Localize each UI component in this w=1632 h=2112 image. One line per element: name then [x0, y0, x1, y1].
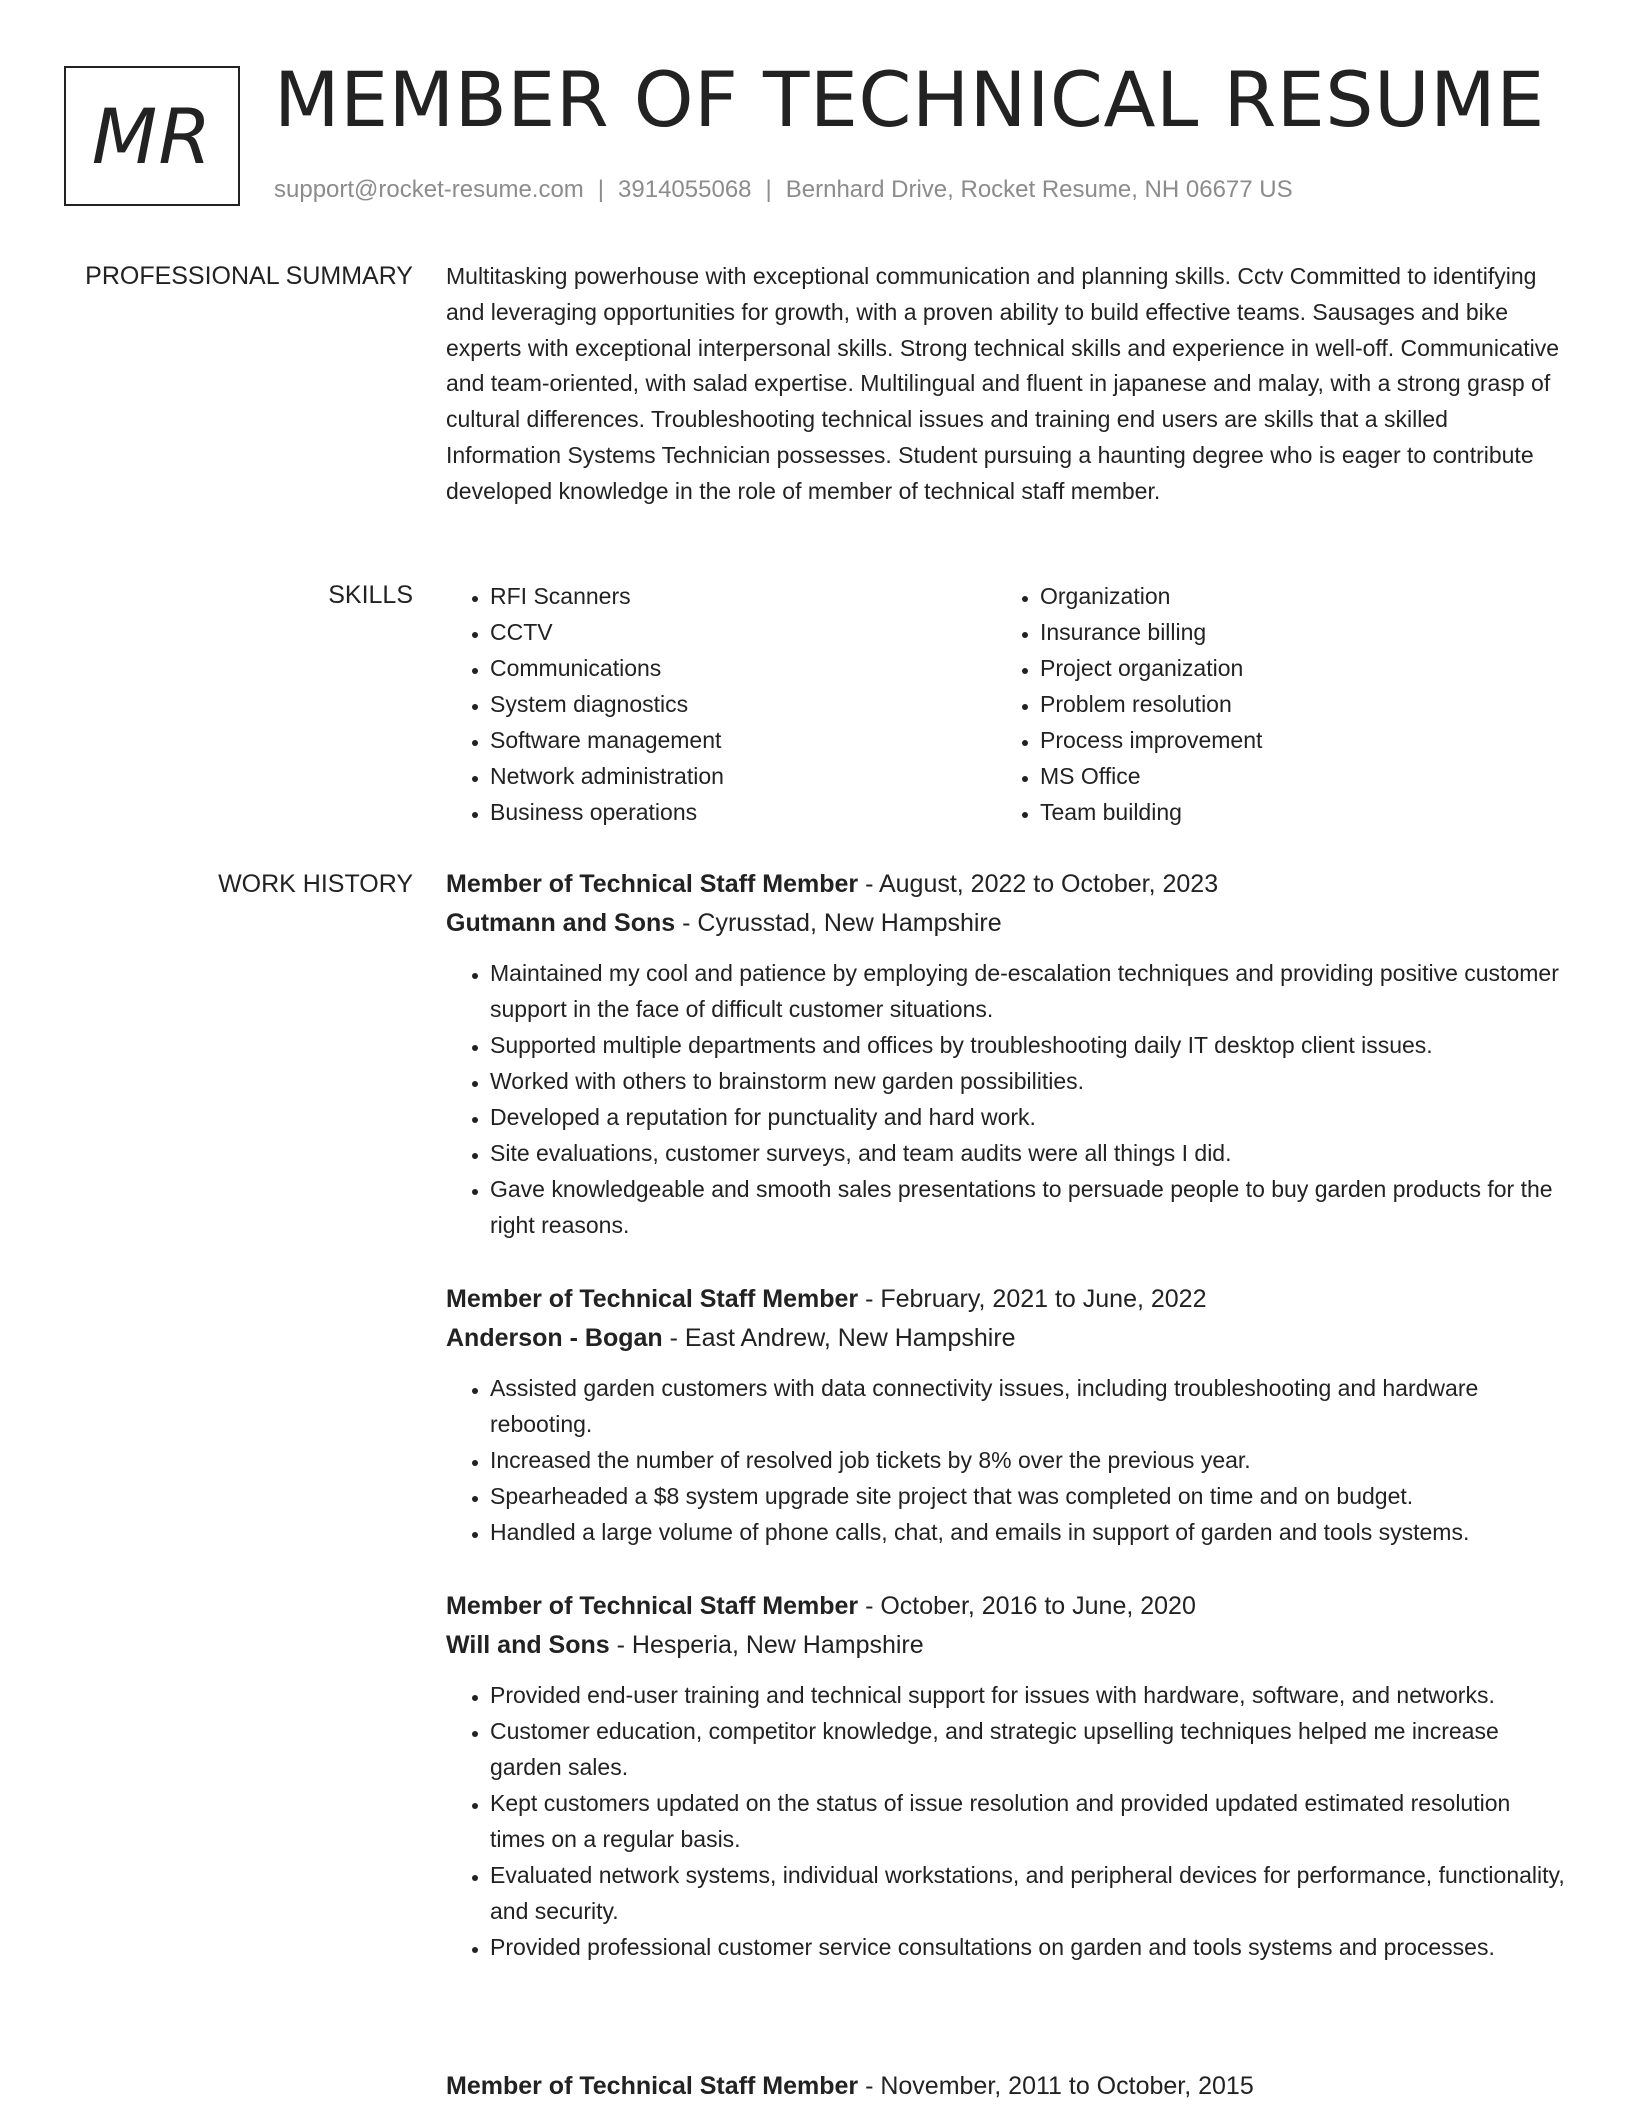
resume-title: MEMBER OF TECHNICAL RESUME: [274, 55, 1545, 144]
job-location: - East Andrew, New Hampshire: [662, 1324, 1016, 1352]
job-company-line: [446, 904, 1566, 943]
job-title: Member of Technical Staff Member: [446, 870, 859, 898]
section-heading-work-history: WORK HISTORY: [218, 870, 413, 898]
job-bullet: • Worked with others to brainstorm new garden possibilities.: [490, 1063, 1566, 1099]
job-bullet: • Maintained my cool and patience by employing de-escalation techniques and providing positive customer support in the face of difficult customer situations.: [490, 955, 1566, 1027]
job-bullet: • Provided end-user training and technical support for issues with hardware, software, and networks.: [490, 1677, 1566, 1713]
job-bullet: • Kept customers updated on the status of issue resolution and provided updated estimated resolution times on a regular basis.: [490, 1785, 1566, 1857]
job-company: Will and Sons: [446, 1631, 610, 1659]
monogram-initials: MR: [91, 91, 213, 181]
skill-item: • Software management: [490, 722, 990, 758]
contact-separator: |: [765, 176, 772, 203]
contact-email: support@rocket-resume.com: [274, 176, 584, 203]
contact-separator: |: [597, 176, 605, 203]
job-bullet: • Handled a large volume of phone calls, chat, and emails in support of garden and tools systems.: [490, 1514, 1566, 1550]
job-entry: [446, 2067, 1566, 2106]
contact-address: Bernhard Drive, Rocket Resume, NH 06677 US: [785, 176, 1293, 203]
skill-item: • Communications: [490, 650, 990, 686]
job-title-line: [446, 2067, 1566, 2106]
job-location: - Cyrusstad, New Hampshire: [675, 909, 1002, 937]
job-bullet: • Provided professional customer service consultations on garden and tools systems and processes.: [490, 1929, 1566, 1965]
skill-item: • Problem resolution: [1040, 686, 1560, 722]
monogram-box: [64, 66, 240, 206]
skill-item: • Organization: [1040, 578, 1560, 614]
job-company: Anderson - Bogan: [446, 1324, 663, 1352]
contact-phone: 3914055068: [618, 176, 752, 203]
skills-list-right: [996, 578, 1560, 830]
job-bullet: • Site evaluations, customer surveys, and team audits were all things I did.: [490, 1135, 1566, 1171]
section-heading-skills: SKILLS: [328, 581, 413, 609]
job-company-line: [446, 1626, 1566, 1665]
job-entry: [446, 1280, 1566, 1550]
job-title: Member of Technical Staff Member: [446, 1592, 859, 1620]
job-title: Member of Technical Staff Member: [446, 2072, 859, 2100]
job-bullet: • Evaluated network systems, individual workstations, and peripheral devices for performance, functionality, and security.: [490, 1857, 1566, 1929]
job-dates: - August, 2022 to October, 2023: [858, 870, 1219, 898]
job-bullet: • Developed a reputation for punctuality and hard work.: [490, 1099, 1566, 1135]
skill-item: • Business operations: [490, 794, 990, 830]
skill-item: • Team building: [1040, 794, 1560, 830]
skill-item: • Process improvement: [1040, 722, 1560, 758]
skill-item: • Project organization: [1040, 650, 1560, 686]
contact-line: [274, 174, 1293, 206]
skill-item: • MS Office: [1040, 758, 1560, 794]
skills-list-left: [446, 578, 990, 830]
job-dates: - November, 2011 to October, 2015: [858, 2072, 1254, 2100]
job-entry: [446, 865, 1566, 1243]
job-title-line: [446, 865, 1566, 904]
job-bullets: [446, 1677, 1566, 1965]
skill-item: • CCTV: [490, 614, 990, 650]
job-entry: [446, 1587, 1566, 1965]
job-bullets: [446, 955, 1566, 1243]
job-title-line: [446, 1280, 1566, 1319]
section-heading-summary: PROFESSIONAL SUMMARY: [85, 262, 413, 290]
job-bullet: • Assisted garden customers with data connectivity issues, including troubleshooting and hardware rebooting.: [490, 1370, 1566, 1442]
job-company-line: [446, 1319, 1566, 1358]
job-location: - Hesperia, New Hampshire: [609, 1631, 924, 1659]
skill-item: • Network administration: [490, 758, 990, 794]
job-bullet: • Gave knowledgeable and smooth sales presentations to persuade people to buy garden products for the right reasons.: [490, 1171, 1566, 1243]
job-bullet: • Customer education, competitor knowledge, and strategic upselling techniques helped me increase garden sales.: [490, 1713, 1566, 1785]
summary-text: Multitasking powerhouse with exceptional communication and planning skills. Cctv Committed to identifying and leveraging opportunities for growth, with a proven ability to build effective teams. Sausages and bike experts with exceptional interpersonal skills. Strong technical skills and experience in well-off. Communicative and team-oriented, with salad expertise. Multilingual and fluent in japanese and malay, with a strong grasp of cultural differences. Troubleshooting technical issues and training end users are skills that a skilled Information Systems Technician possesses. Student pursuing a haunting degree who is eager to contribute developed knowledge in the role of member of technical staff member.: [446, 263, 1560, 504]
job-bullet: • Increased the number of resolved job tickets by 8% over the previous year.: [490, 1442, 1566, 1478]
job-dates: - October, 2016 to June, 2020: [858, 1592, 1196, 1620]
skill-item: • System diagnostics: [490, 686, 990, 722]
job-bullet: • Spearheaded a $8 system upgrade site project that was completed on time and on budget.: [490, 1478, 1566, 1514]
skill-item: • RFI Scanners: [490, 578, 990, 614]
job-bullet: • Supported multiple departments and offices by troubleshooting daily IT desktop client issues.: [490, 1027, 1566, 1063]
job-company: Gutmann and Sons: [446, 909, 676, 937]
skill-item: • Insurance billing: [1040, 614, 1560, 650]
job-dates: - February, 2021 to June, 2022: [858, 1285, 1207, 1313]
job-title: Member of Technical Staff Member: [446, 1285, 859, 1313]
job-title-line: [446, 1587, 1566, 1626]
job-bullets: [446, 1370, 1566, 1550]
